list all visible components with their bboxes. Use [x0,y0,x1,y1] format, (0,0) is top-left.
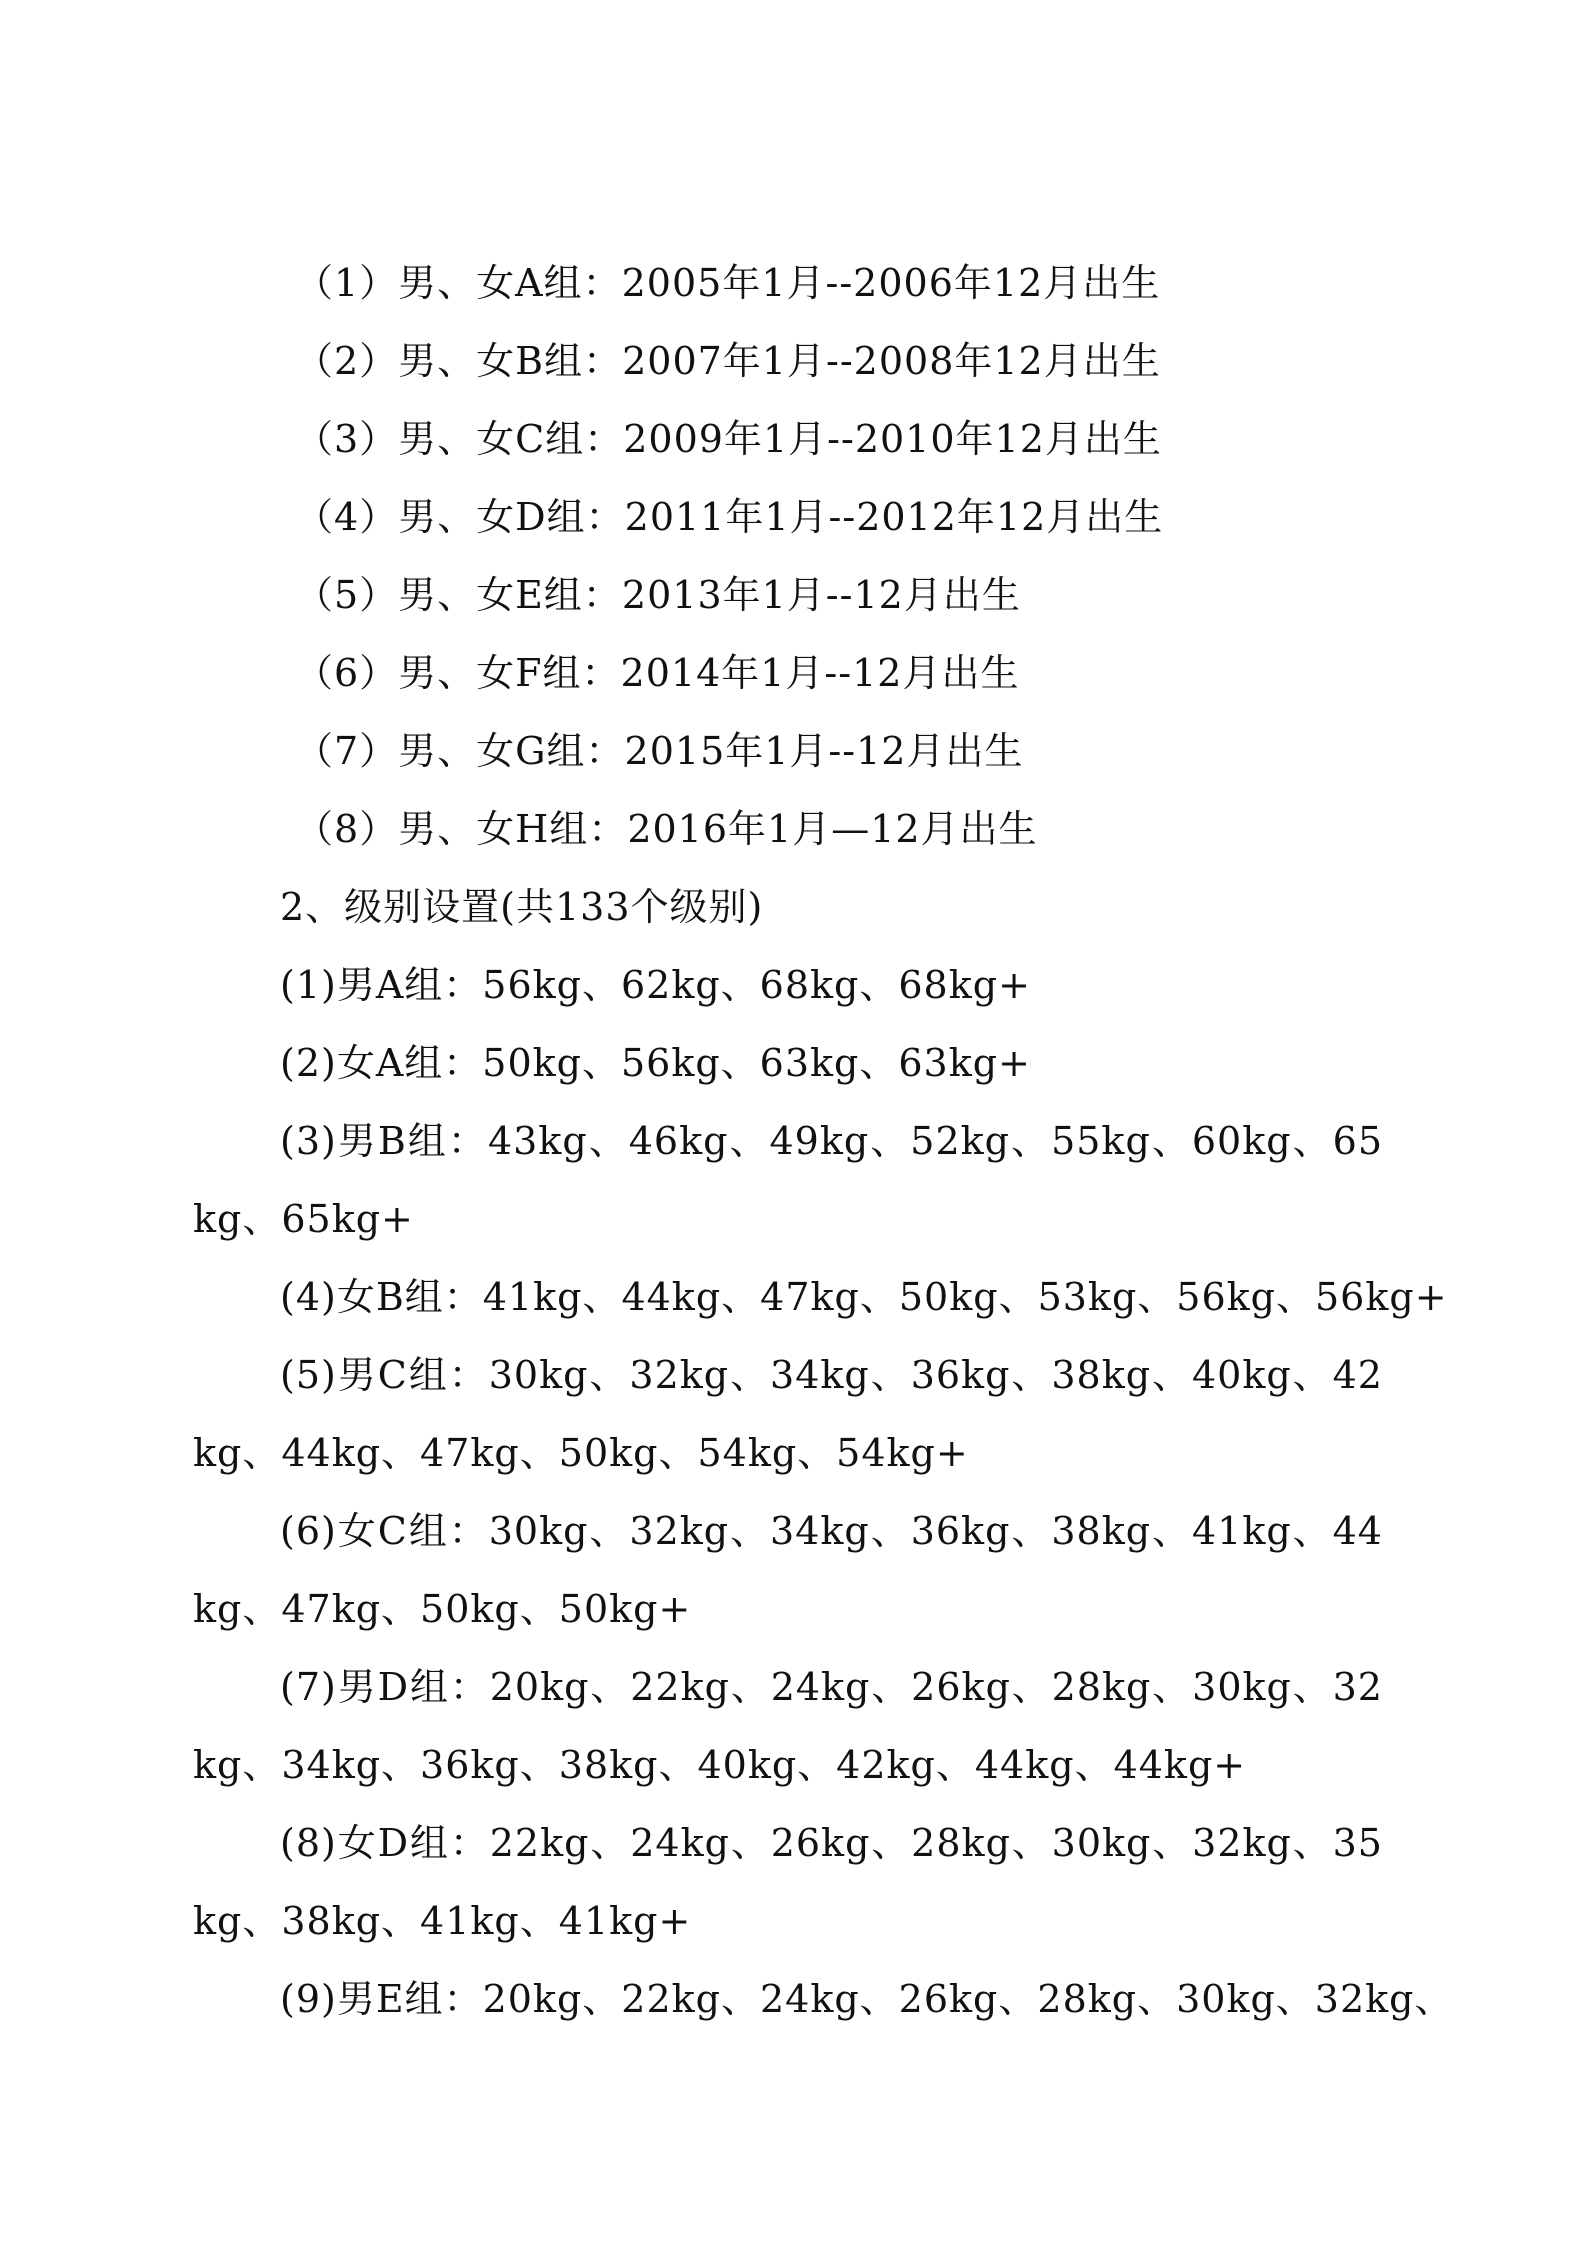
weight-class-women-b: (4)女B组：41kg、44kg、47kg、50kg、53kg、56kg、56kg+ [280,1275,1448,1319]
weight-class-men-e: (9)男E组：20kg、22kg、24kg、26kg、28kg、30kg、32kg、 [280,1977,1454,2021]
weight-class-men-b: (3)男B组：43kg、46kg、49kg、52kg、55kg、60kg、65kg、65kg+ [193,1119,1383,1241]
age-group-d: （4）男、女D组：2011年1月--2012年12月出生 [295,495,1164,539]
weight-class-women-a: (2)女A组：50kg、56kg、63kg、63kg+ [280,1041,1031,1085]
age-group-e: （5）男、女E组：2013年1月--12月出生 [295,573,1021,617]
age-group-f: （6）男、女F组：2014年1月--12月出生 [295,651,1020,695]
age-group-a: （1）男、女A组：2005年1月--2006年12月出生 [295,261,1161,305]
weight-class-men-c: (5)男C组：30kg、32kg、34kg、36kg、38kg、40kg、42kg、44kg、47kg、50kg、54kg、54kg+ [193,1353,1383,1475]
weight-class-men-a: (1)男A组：56kg、62kg、68kg、68kg+ [280,963,1031,1007]
weight-class-men-d: (7)男D组：20kg、22kg、24kg、26kg、28kg、30kg、32kg、34kg、36kg、38kg、40kg、42kg、44kg、44kg+ [193,1665,1383,1787]
age-group-c: （3）男、女C组：2009年1月--2010年12月出生 [295,417,1162,461]
section-heading: 2、级别设置(共133个级别) [280,885,764,929]
age-group-g: （7）男、女G组：2015年1月--12月出生 [295,729,1024,773]
age-group-h: （8）男、女H组：2016年1月—12月出生 [295,807,1038,851]
weight-class-women-d: (8)女D组：22kg、24kg、26kg、28kg、30kg、32kg、35kg、38kg、41kg、41kg+ [193,1821,1383,1943]
weight-class-women-c: (6)女C组：30kg、32kg、34kg、36kg、38kg、41kg、44kg、47kg、50kg、50kg+ [193,1509,1383,1631]
age-group-b: （2）男、女B组：2007年1月--2008年12月出生 [295,339,1161,383]
